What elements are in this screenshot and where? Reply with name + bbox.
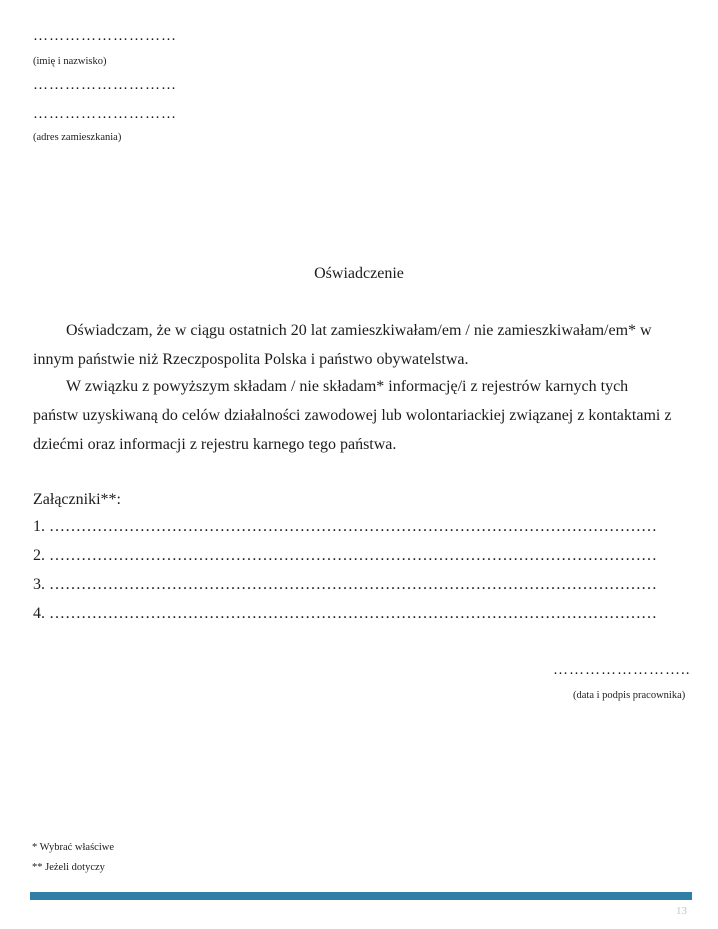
footnote-1: * Wybrać właściwe	[32, 842, 114, 853]
paragraph-2-line-3: dziećmi oraz informacji z rejestru karnego tego państwa.	[33, 436, 397, 453]
attachment-item: 4. ……………………………………………………………………………………………………	[33, 605, 657, 622]
paragraph-2-line-2: państw uzyskiwaną do celów działalności zawodowej lub wolontariackiej związanej z kontaktami z	[33, 407, 672, 424]
footnote-2: ** Jeżeli dotyczy	[32, 862, 105, 873]
address-line-2: ………………………	[33, 106, 177, 122]
address-label: (adres zamieszkania)	[33, 132, 122, 143]
signature-label: (data i podpis pracownika)	[573, 690, 686, 701]
paragraph-1-line-2: innym państwie niż Rzeczpospolita Polska i państwo obywatelstwa.	[33, 351, 469, 368]
attachment-item: 3. ……………………………………………………………………………………………………	[33, 576, 657, 593]
name-line: ………………………	[33, 28, 177, 44]
footer-bar	[30, 892, 692, 900]
paragraph-2-line-1: W związku z powyższym składam / nie składam* informację/i z rejestrów karnych tych	[66, 378, 629, 395]
attachment-item: 2. ……………………………………………………………………………………………………	[33, 547, 657, 564]
attachments-heading: Załączniki**:	[33, 491, 121, 508]
document-title: Oświadczenie	[314, 265, 404, 282]
page-number: 13	[676, 905, 687, 917]
name-label: (imię i nazwisko)	[33, 56, 107, 67]
paragraph-1-line-1: Oświadczam, że w ciągu ostatnich 20 lat zamieszkiwałam/em / nie zamieszkiwałam/em* w	[66, 322, 652, 339]
address-line-1: ………………………	[33, 77, 177, 93]
attachment-item: 1. ……………………………………………………………………………………………………	[33, 518, 657, 535]
signature-line: ……………………..	[553, 662, 691, 678]
